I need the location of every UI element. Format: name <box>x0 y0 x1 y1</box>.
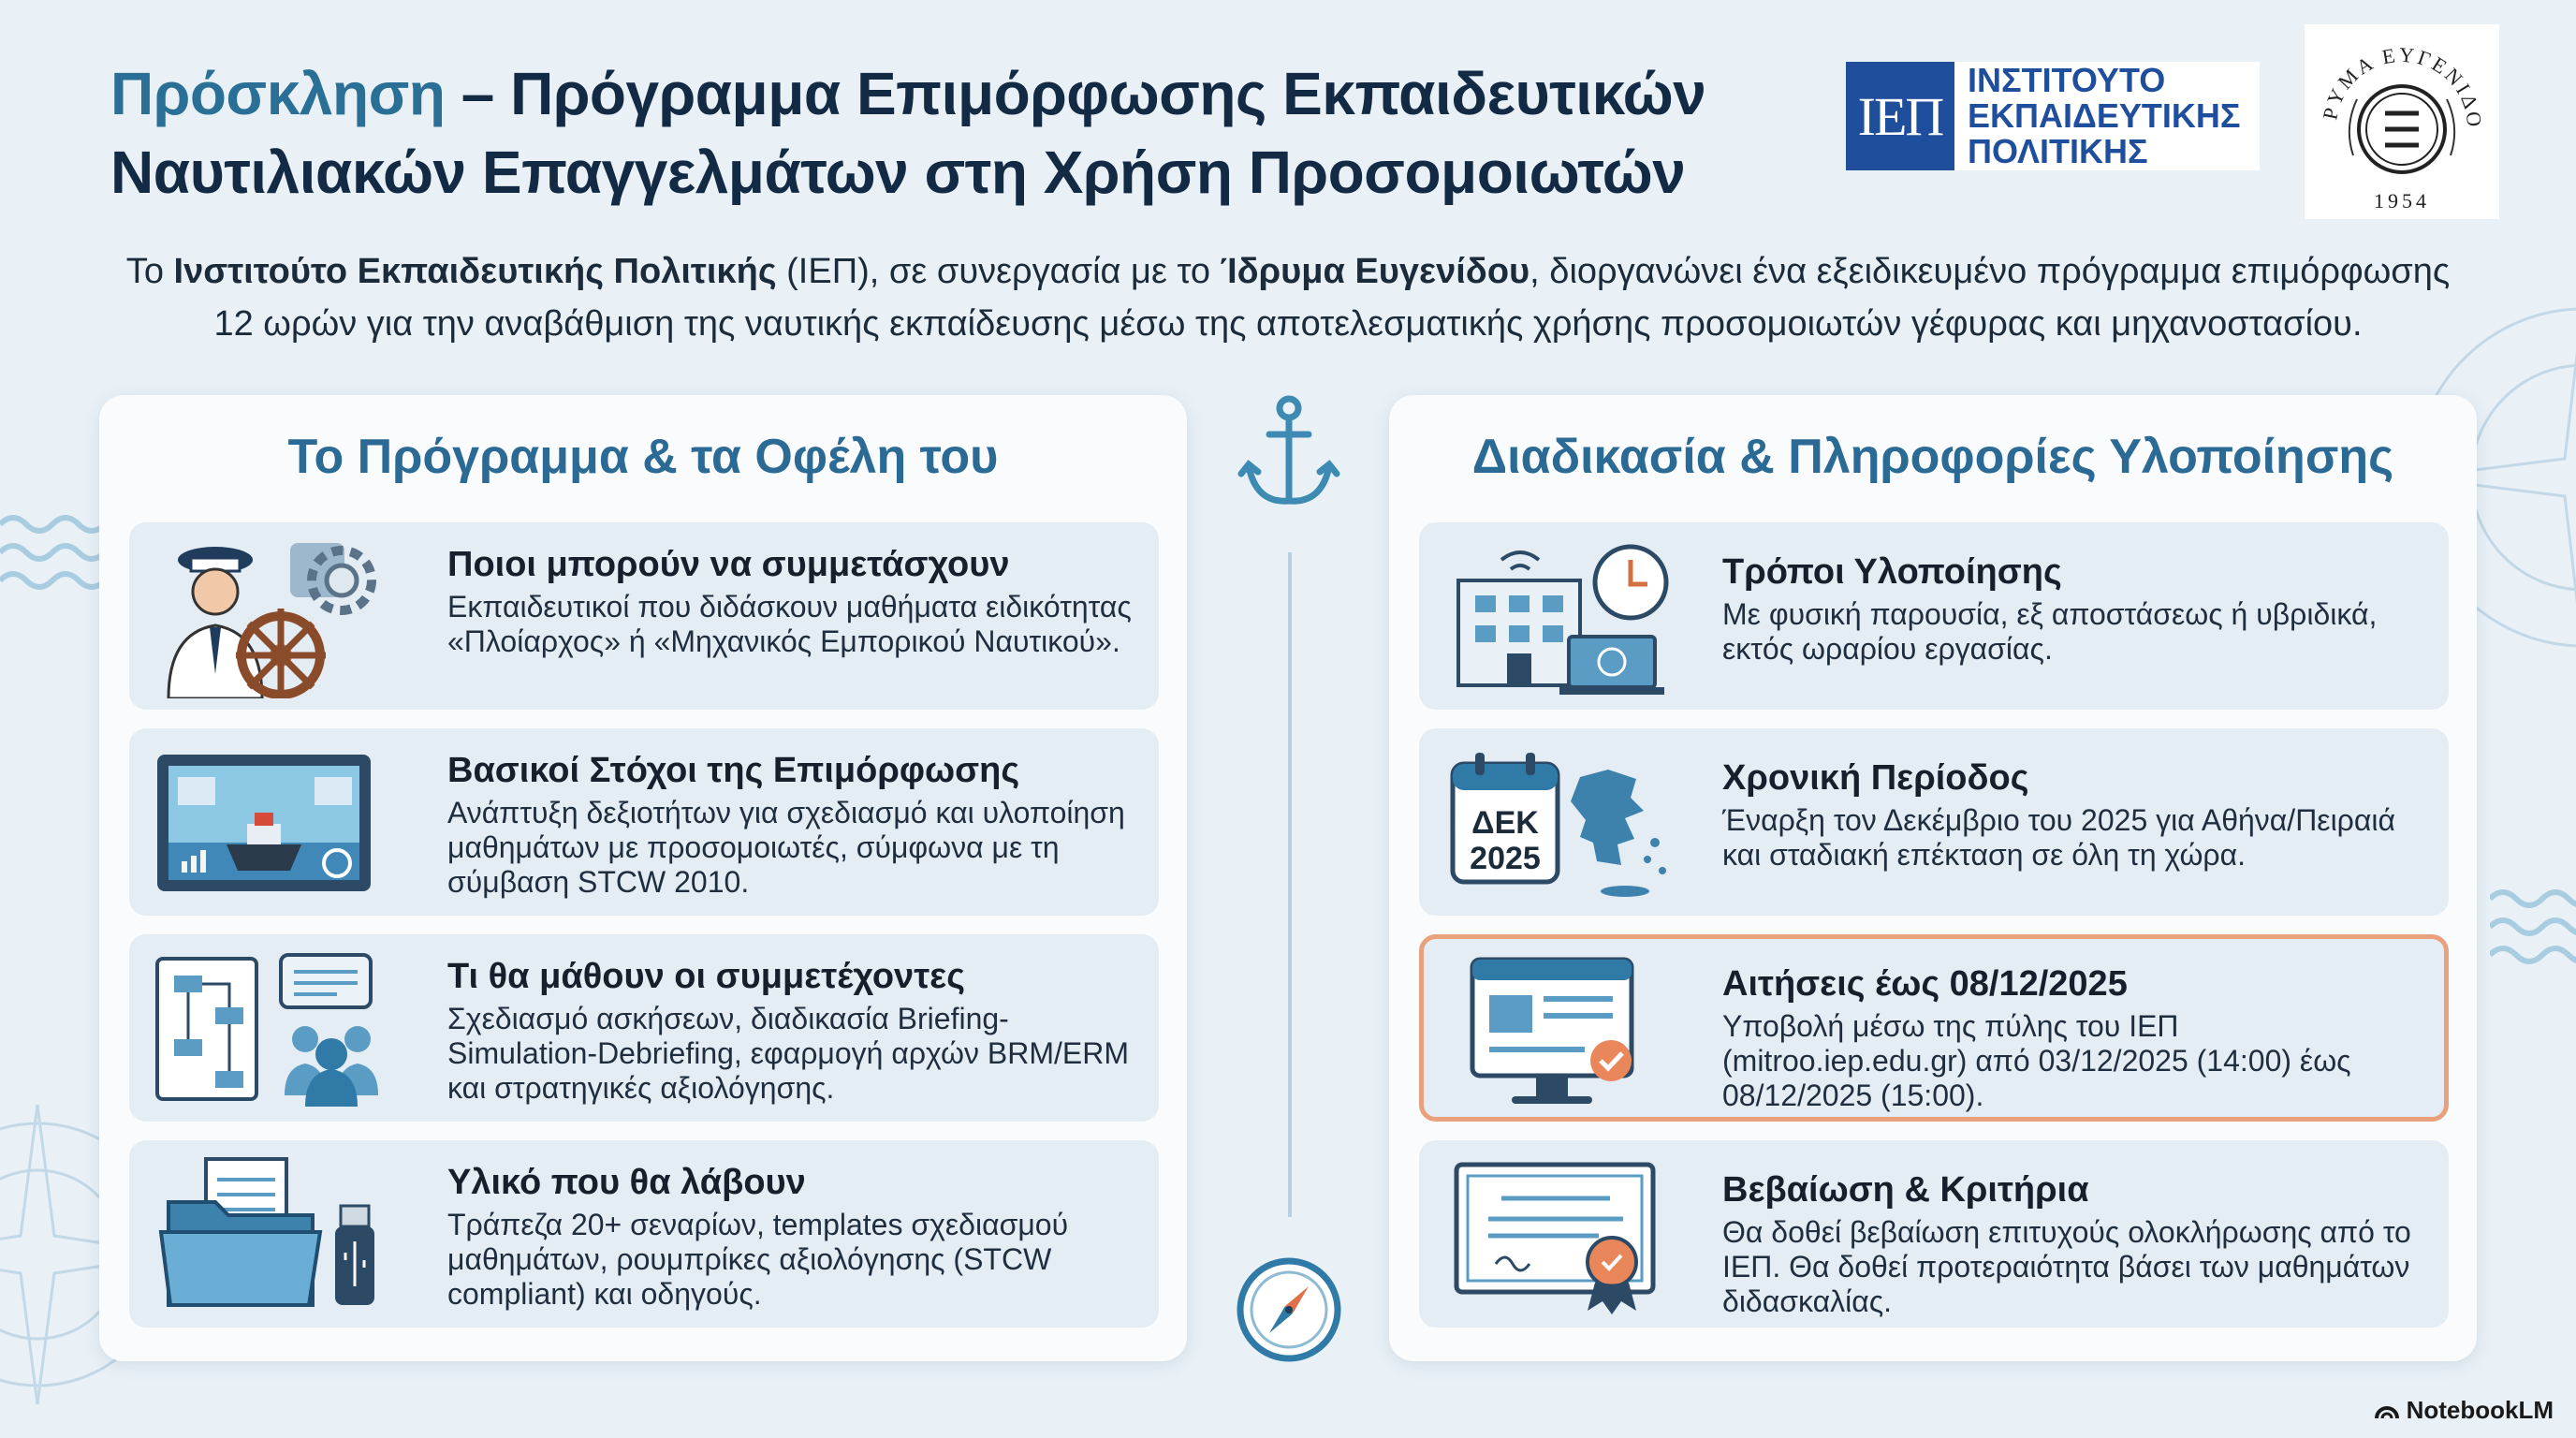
card-applications-deadline <box>1419 934 2449 1122</box>
card-learning-text <box>447 955 1140 1106</box>
implementation-info-panel <box>1389 395 2477 1361</box>
card-heading: Χρονική Περίοδος <box>1722 758 2029 798</box>
card-participants-text <box>447 543 1140 659</box>
card-heading: Αιτήσεις έως 08/12/2025 <box>1722 964 2128 1004</box>
compass-icon <box>1234 1255 1344 1365</box>
card-body: Υποβολή μέσω της πύλης του ΙΕΠ (mitroo.iep.edu.gr) από 03/12/2025 (14:00) έως 08/12/2025 (15:00). <box>1722 1009 2351 1112</box>
notebooklm-watermark <box>2375 1396 2554 1425</box>
intro-paragraph <box>94 245 2482 350</box>
wave-decoration-left <box>0 506 103 618</box>
intro-text-2: (ΙΕΠ), σε συνεργασία με το <box>776 252 1221 291</box>
title-accent: Πρόσκληση <box>110 60 446 127</box>
flowchart-and-people-icon <box>150 946 393 1110</box>
folder-and-usb-icon <box>150 1152 393 1316</box>
left-panel-title: Το Πρόγραμμα & τα Οφέλη του <box>287 430 999 484</box>
iep-logo-line3: ΠΟΛΙΤΙΚΗΣ <box>1968 132 2148 170</box>
card-heading: Βασικοί Στόχοι της Επιμόρφωσης <box>447 751 1020 790</box>
intro-line2: 12 ωρών για την αναβάθμιση της ναυτικής εκπαίδευσης μέσω της αποτελεσματικής χρήσης προσομοιωτών γέφυρας και μηχανοστασίου. <box>213 304 2363 344</box>
card-heading: Ποιοι μπορούν να συμμετάσχουν <box>447 545 1010 584</box>
eugenides-logo-text: ΡΥΜΑ ΕΥΓΕΝΙΔΟ <box>2318 42 2487 130</box>
card-heading: Τι θα μάθουν οι συμμετέχοντες <box>447 957 965 996</box>
card-materials <box>129 1140 1159 1328</box>
iep-logo-line1: ΙΝΣΤΙΤΟΥΤΟ <box>1968 61 2166 99</box>
title-line2: Ναυτιλιακών Επαγγελμάτων στη Χρήση Προσομοιωτών <box>110 139 1686 206</box>
center-divider-line <box>1288 552 1292 1217</box>
iep-logo-line2: ΕΚΠΑΙΔΕΥΤΙΚΗΣ <box>1968 96 2241 135</box>
card-learning <box>129 934 1159 1122</box>
captain-with-wheel-icon <box>150 534 393 698</box>
page-title <box>110 54 1852 212</box>
intro-text-1: Το <box>125 252 174 291</box>
card-implementation-modes <box>1419 522 2449 710</box>
card-time-period <box>1419 728 2449 916</box>
card-heading: Βεβαίωση & Κριτήρια <box>1722 1170 2089 1210</box>
card-goals-text <box>447 749 1140 900</box>
notebooklm-logo-icon <box>2375 1401 2399 1420</box>
building-clock-laptop-icon <box>1440 534 1683 698</box>
card-body: Με φυσική παρουσία, εξ αποστάσεως ή υβριδικά, εκτός ωραρίου εργασίας. <box>1722 597 2378 666</box>
calendar-year: 2025 <box>1470 841 1541 876</box>
monitor-checkmark-icon <box>1444 950 1688 1115</box>
intro-bold-iep: Ινστιτούτο Εκπαιδευτικής Πολιτικής <box>173 252 777 291</box>
card-implementation-text <box>1722 550 2415 667</box>
card-body: Σχεδιασμό ασκήσεων, διαδικασία Briefing-Simulation-Debriefing, εφαρμογή αρχών BRM/ERM και στρατηγικές αξιολόγησης. <box>447 1002 1129 1105</box>
notebooklm-label: NotebookLM <box>2406 1396 2554 1424</box>
title-line1-rest: – Πρόγραμμα Επιμόρφωσης Εκπαιδευτικών <box>445 60 1706 127</box>
card-certificate-text <box>1722 1168 2415 1319</box>
card-body: Ανάπτυξη δεξιοτήτων για σχεδιασμό και υλοποίηση μαθημάτων με προσομοιωτές, σύμφωνα με τη σύμβαση STCW 2010. <box>447 796 1125 899</box>
simulator-screen-ship-icon <box>150 740 393 904</box>
card-goals <box>129 728 1159 916</box>
card-body: Τράπεζα 20+ σεναρίων, templates σχεδιασμού μαθημάτων, ρουμπρίκες αξιολόγησης (STCW compliant) και οδηγούς. <box>447 1208 1069 1311</box>
calendar-and-greece-map-icon <box>1440 740 1683 904</box>
card-applications-text <box>1722 962 2415 1113</box>
certificate-icon <box>1440 1152 1683 1316</box>
intro-bold-eugenides: Ίδρυμα Ευγενίδου <box>1220 252 1530 291</box>
eugenides-foundation-logo <box>2305 24 2499 219</box>
card-body: Εκπαιδευτικοί που διδάσκουν μαθήματα ειδικότητας «Πλοίαρχος» ή «Μηχανικός Εμπορικού Ναυτικού». <box>447 590 1132 658</box>
card-body: Έναρξη τον Δεκέμβριο του 2025 για Αθήνα/Πειραιά και σταδιακή επέκταση σε όλη τη χώρα. <box>1722 803 2395 872</box>
intro-text-3: , διοργανώνει ένα εξειδικευμένο πρόγραμμα επιμόρφωσης <box>1530 252 2451 291</box>
card-heading: Τρόποι Υλοποίησης <box>1722 552 2062 592</box>
iep-logo <box>1846 62 2260 170</box>
iep-logo-text <box>1968 63 2241 169</box>
card-time-period-text <box>1722 756 2415 873</box>
iep-logo-mark: ΙΕΠ <box>1846 62 1954 170</box>
card-materials-text <box>447 1161 1140 1312</box>
eugenides-logo-year: 1954 <box>2374 189 2430 213</box>
program-benefits-panel <box>99 395 1187 1361</box>
wave-decoration-right <box>2490 880 2576 992</box>
card-participants <box>129 522 1159 710</box>
calendar-month: ΔΕΚ <box>1471 805 1539 841</box>
card-certificate <box>1419 1140 2449 1328</box>
anchor-icon <box>1237 393 1340 515</box>
card-heading: Υλικό που θα λάβουν <box>447 1163 806 1202</box>
card-body: Θα δοθεί βεβαίωση επιτυχούς ολοκλήρωσης από το ΙΕΠ. Θα δοθεί προτεραιότητα βάσει των μαθημάτων διδασκαλίας. <box>1722 1215 2411 1318</box>
right-panel-title: Διαδικασία & Πληροφορίες Υλοποίησης <box>1471 430 2394 484</box>
